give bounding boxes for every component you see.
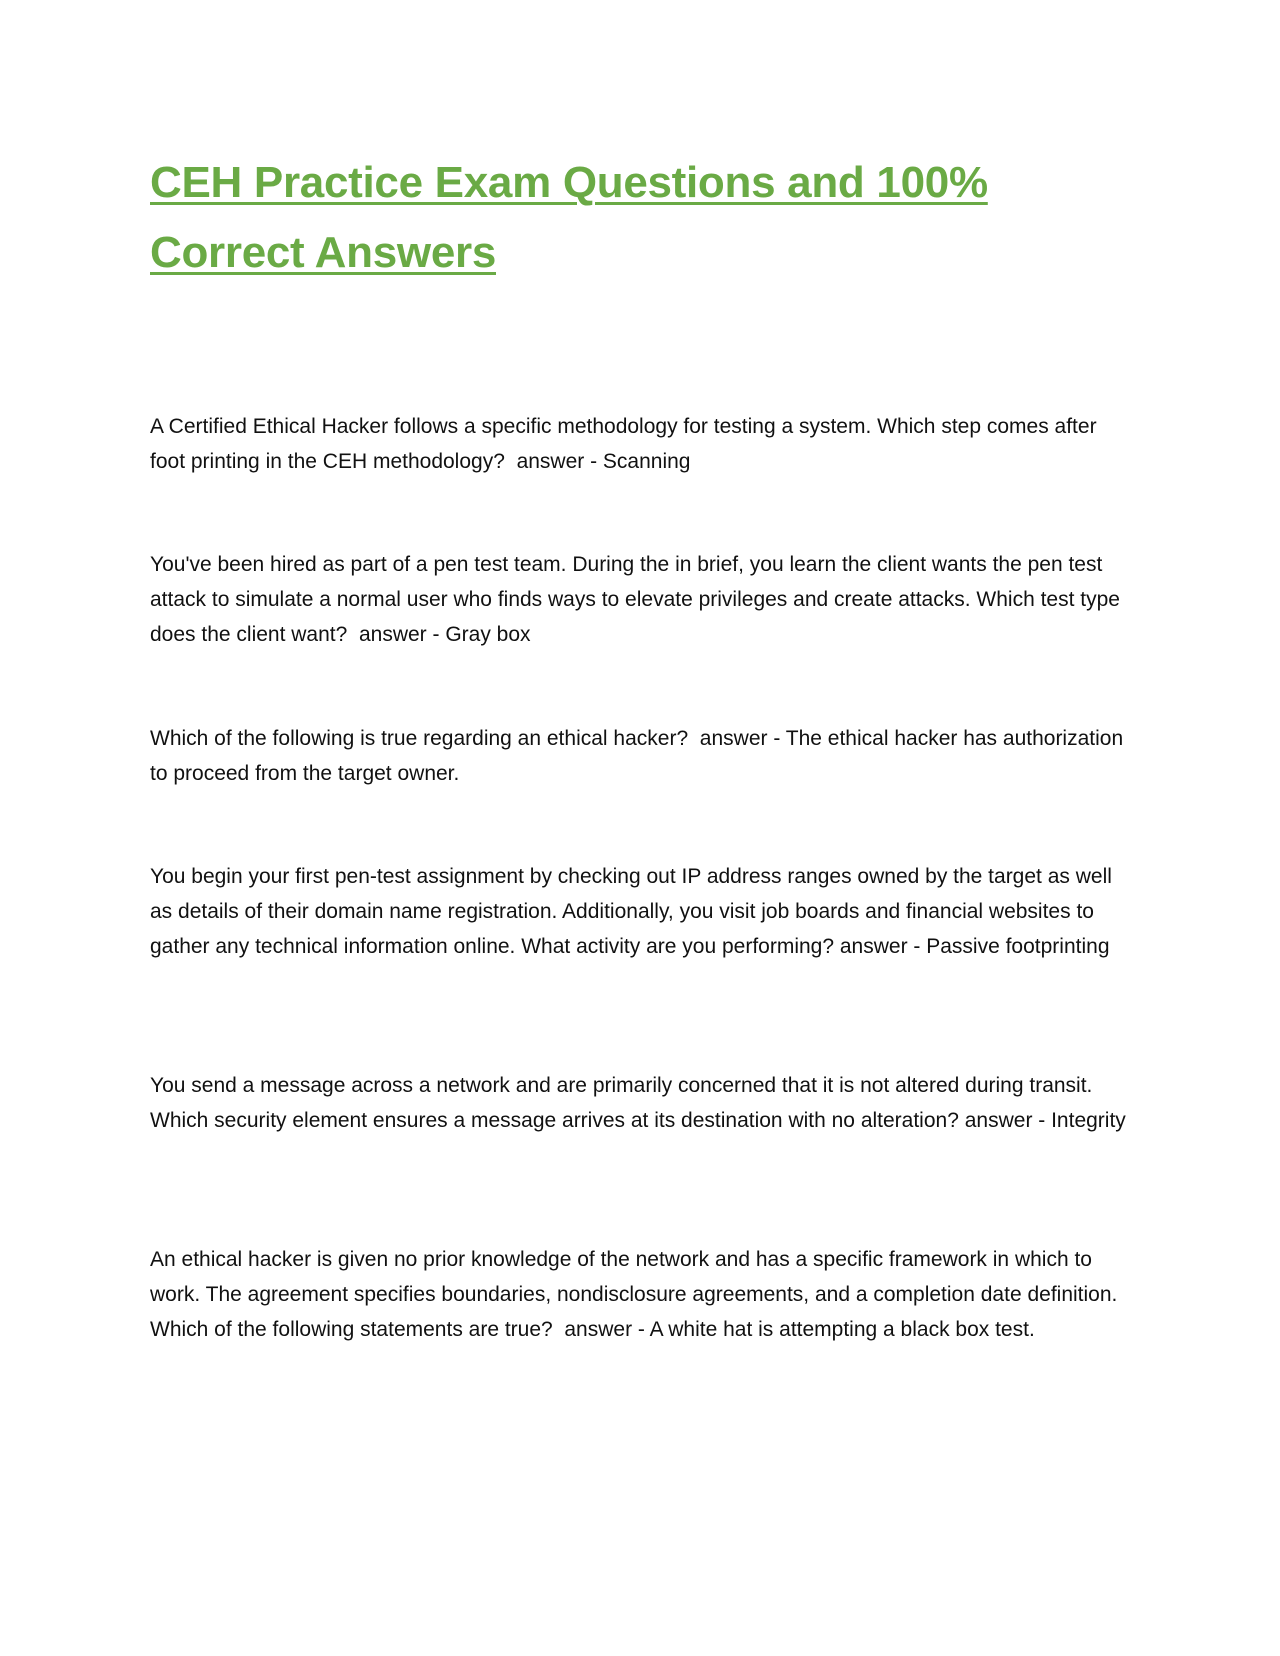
answer-text: answer - Gray box [358,623,531,646]
question-text: You send a message across a network and are primarily concerned that it is not altered during transit. Which security element ensures a message arrives at its destination with no alteration? [150,1074,1093,1132]
qa-item [150,409,1130,479]
qa-item [150,547,1130,652]
question-text: Which of the following is true regarding an ethical hacker? [150,727,689,750]
qa-item [150,1242,1130,1347]
answer-text: answer - Integrity [964,1109,1126,1132]
question-text: You begin your first pen-test assignment by checking out IP address ranges owned by the target as well as details of their domain name registration. Additionally, you visit job boards and financial websites to gather any technical information online. What activity are you performing? [150,865,1112,958]
document-title: CEH Practice Exam Questions and 100% Correct Answers [150,158,988,277]
answer-text: answer - Scanning [516,450,691,473]
qa-item [150,721,1130,791]
answer-text: answer - Passive footprinting [839,935,1110,958]
question-text: You've been hired as part of a pen test team. During the in brief, you learn the client wants the pen test attack to simulate a normal user who finds ways to elevate privileges and create attacks. Which test type does the client want? [150,553,1120,646]
question-text: A Certified Ethical Hacker follows a specific methodology for testing a system. Which step comes after foot printing in the CEH methodology? [150,415,1097,473]
qa-item [150,1068,1130,1138]
qa-item [150,859,1130,964]
answer-text: answer - A white hat is attempting a black box test. [564,1318,1035,1341]
answer-text: answer - The ethical hacker has authorization to proceed from the target owner. [150,727,1124,785]
question-text: An ethical hacker is given no prior knowledge of the network and has a specific framework in which to work. The agreement specifies boundaries, nondisclosure agreements, and a completion date definition. Which of the following statements are true? [150,1248,1118,1341]
